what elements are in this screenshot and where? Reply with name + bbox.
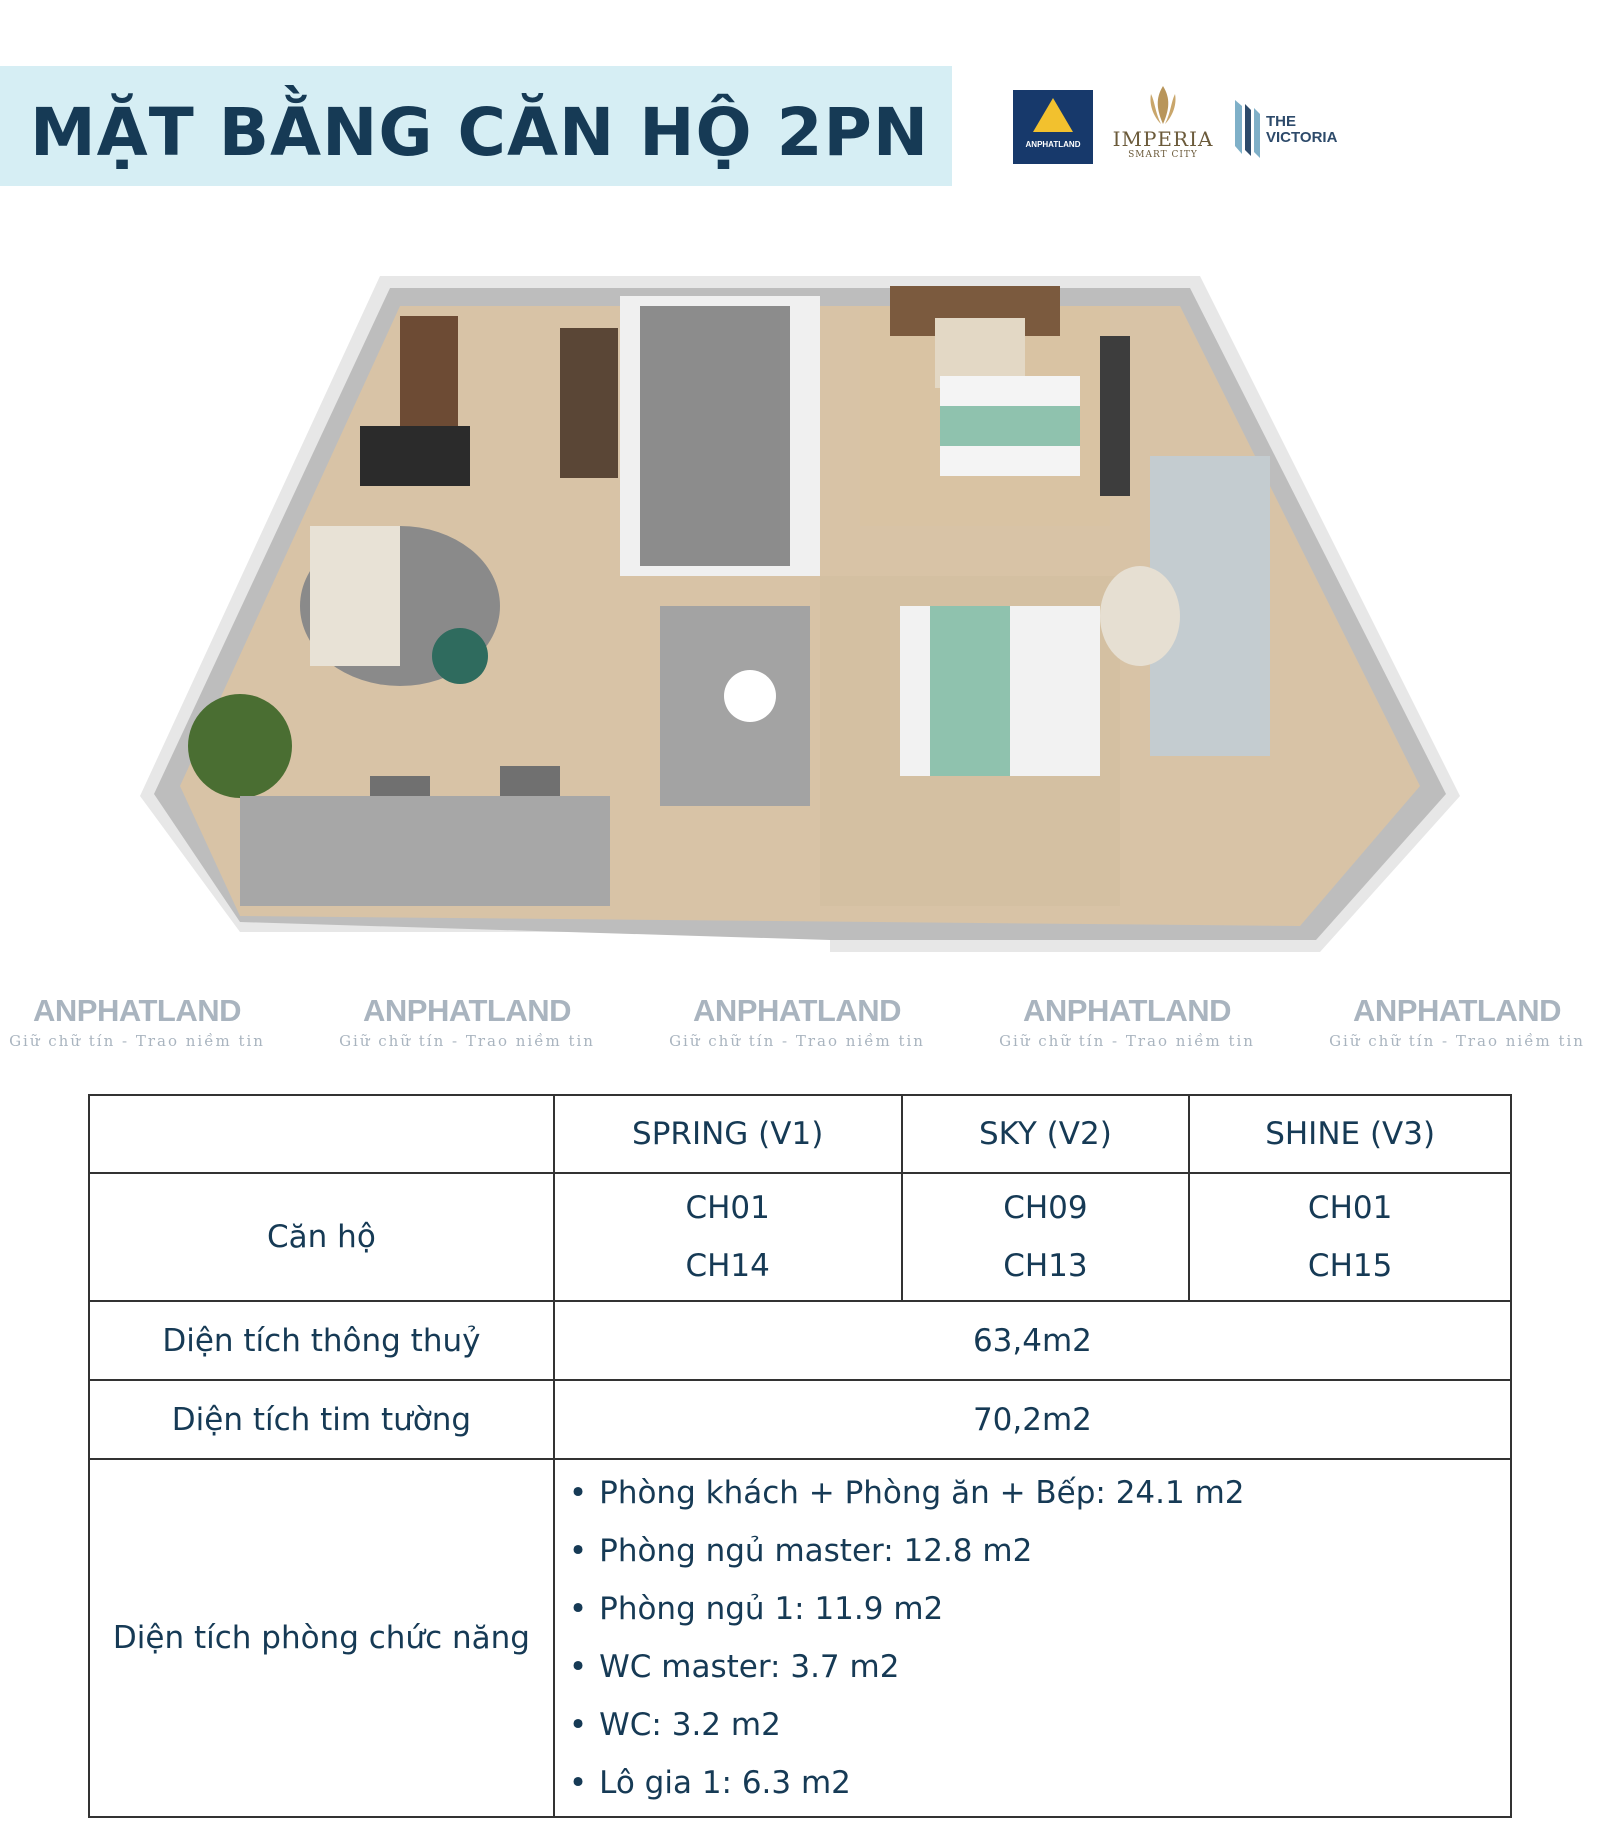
list-item: • Phòng ngủ master: 12.8 m2	[569, 1522, 1510, 1580]
watermark-item	[652, 994, 942, 1050]
can-ho-code: CH01	[685, 1190, 770, 1226]
anphatland-logo	[1013, 90, 1093, 164]
watermark-item	[982, 994, 1272, 1050]
table-row	[89, 1459, 1511, 1817]
watermark-row	[0, 994, 1600, 1054]
table-row	[89, 1301, 1511, 1380]
row-label-thong-thuy: Diện tích thông thuỷ	[89, 1301, 554, 1380]
watermark-brand: ANPHATLAND	[1353, 993, 1561, 1028]
victoria-text-line2: VICTORIA	[1266, 129, 1338, 146]
imperia-crest-icon	[1143, 84, 1183, 128]
watermark-brand: ANPHATLAND	[693, 993, 901, 1028]
imperia-logo	[1110, 84, 1216, 168]
table-header-row	[89, 1095, 1511, 1173]
header-shine-v3: SHINE (V3)	[1189, 1095, 1511, 1173]
spec-table	[88, 1094, 1512, 1818]
tim-tuong-value: 70,2m2	[554, 1380, 1511, 1459]
room-area-list	[555, 1464, 1510, 1812]
can-ho-code: CH01	[1307, 1190, 1393, 1226]
watermark-slogan: Giữ chữ tín - Trao niềm tin	[999, 1032, 1255, 1050]
watermark-item	[0, 994, 282, 1050]
row-label-tim-tuong: Diện tích tim tường	[89, 1380, 554, 1459]
watermark-brand: ANPHATLAND	[33, 993, 241, 1028]
table-row	[89, 1380, 1511, 1459]
watermark-slogan: Giữ chữ tín - Trao niềm tin	[9, 1032, 265, 1050]
can-ho-code: CH13	[1003, 1248, 1088, 1284]
table-row	[89, 1173, 1511, 1301]
can-ho-v2-cell	[902, 1173, 1190, 1301]
imperia-subtitle: SMART CITY	[1128, 150, 1198, 160]
row-label-chuc-nang: Diện tích phòng chức năng	[89, 1459, 554, 1817]
can-ho-code: CH15	[1307, 1248, 1393, 1284]
the-victoria-logo	[1232, 96, 1348, 158]
thong-thuy-value: 63,4m2	[554, 1301, 1511, 1380]
watermark-item	[1312, 994, 1600, 1050]
victoria-text-line1: THE	[1266, 113, 1296, 130]
can-ho-v1-cell	[554, 1173, 902, 1301]
watermark-slogan: Giữ chữ tín - Trao niềm tin	[339, 1032, 595, 1050]
floor-plan-illustration	[140, 276, 1460, 956]
row-label-can-ho: Căn hộ	[89, 1173, 554, 1301]
watermark-brand: ANPHATLAND	[1023, 993, 1231, 1028]
victoria-stripes-icon	[1232, 96, 1264, 158]
can-ho-code: CH09	[1003, 1190, 1088, 1226]
can-ho-v3-cell	[1189, 1173, 1511, 1301]
triangle-icon	[1033, 98, 1073, 132]
imperia-name: IMPERIA	[1112, 127, 1214, 151]
header-spring-v1: SPRING (V1)	[554, 1095, 902, 1173]
watermark-slogan: Giữ chữ tín - Trao niềm tin	[1329, 1032, 1585, 1050]
watermark-brand: ANPHATLAND	[363, 993, 571, 1028]
list-item: • Phòng khách + Phòng ăn + Bếp: 24.1 m2	[569, 1464, 1510, 1522]
header-sky-v2: SKY (V2)	[902, 1095, 1190, 1173]
can-ho-code: CH14	[685, 1248, 770, 1284]
watermark-slogan: Giữ chữ tín - Trao niềm tin	[669, 1032, 925, 1050]
list-item: • WC master: 3.7 m2	[569, 1638, 1510, 1696]
chuc-nang-cell	[554, 1459, 1511, 1817]
table-header-empty	[89, 1095, 554, 1173]
page-title: MẶT BẰNG CĂN HỘ 2PN	[30, 94, 930, 171]
list-item: • Lô gia 1: 6.3 m2	[569, 1754, 1510, 1812]
list-item: • Phòng ngủ 1: 11.9 m2	[569, 1580, 1510, 1638]
list-item: • WC: 3.2 m2	[569, 1696, 1510, 1754]
anphatland-logo-text: ANPHATLAND	[1025, 140, 1081, 149]
victoria-text	[1266, 114, 1337, 146]
watermark-item	[322, 994, 612, 1050]
